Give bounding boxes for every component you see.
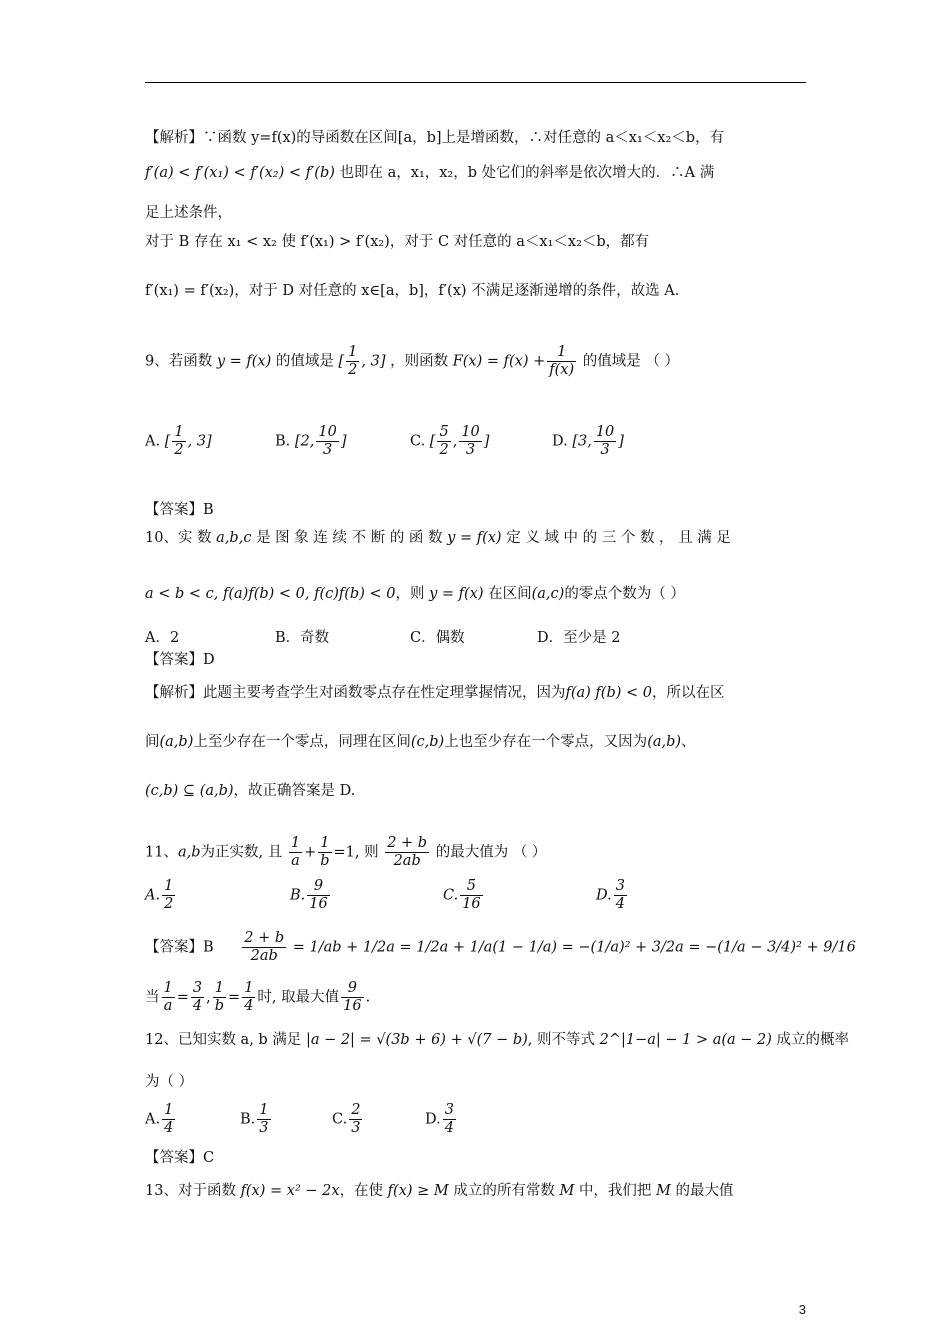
q12-option-c: C. $\frac{2}{3}$ xyxy=(332,1102,361,1136)
q9-text-b: 的值域是 xyxy=(275,353,334,370)
q9-fx: y = f(x) xyxy=(216,353,272,370)
q12-answer: 【答案】C xyxy=(145,1150,215,1166)
q9-text-d: 的值域是 xyxy=(582,353,641,370)
q11-stem: 11、a,b为正实数, 且 $\frac{1}{a}$ + $\frac{1}{b}$ =1, 则 $\frac{2 + b}{2ab}$ 的最大值为 （ ） xyxy=(145,835,547,869)
q11-when-line: 当 $\frac{1}{a}$ = $\frac{3}{4}$ , $\frac{1}{b}$ = $\frac{1}{4}$ 时, 取最大值 $\frac{9}{16}$ . xyxy=(145,980,371,1014)
q13-stem: 13、对于函数 f(x) = x² − 2x，在使 f(x) ≥ M 成立的所有常数 M 中，我们把 M 的最大值 xyxy=(145,1183,734,1199)
q9-text-c: ，则函数 xyxy=(390,353,449,370)
q9-stem xyxy=(145,344,679,379)
q10-explain-line1: 【解析】此题主要考查学生对函数零点存在性定理掌握情况，因为f(a) f(b) < 0，所以在区 xyxy=(145,685,725,701)
explain8-line2-text: 也即在 a，x₁，x₂，b 处它们的斜率是依次增大的．∴A 满 xyxy=(339,165,715,181)
q9-option-c: C. [ $\frac{5}{2}$ , $\frac{10}{3}$ ] xyxy=(410,424,490,458)
q9-answer: 【答案】B xyxy=(145,502,214,518)
q12-option-d: D. $\frac{3}{4}$ xyxy=(425,1102,454,1136)
explain8-line3: 足上述条件， xyxy=(145,205,232,221)
q10-option-b: B．奇数 xyxy=(275,630,330,646)
explain8-line4: 对于 B 存在 x₁ < x₂ 使 f′(x₁) > f′(x₂)，对于 C 对任意的 a＜x₁＜x₂＜b，都有 xyxy=(145,234,650,250)
q10-option-c: C．偶数 xyxy=(410,630,465,646)
derivative-inequality: f′(a) < f′(x₁) < f′(x₂) < f′(b) xyxy=(145,165,335,181)
q11-option-d: D. $\frac{3}{4}$ xyxy=(596,878,625,912)
q9-range-left: [ xyxy=(338,353,345,370)
q11-option-b: B. $\frac{9}{16}$ xyxy=(290,878,328,912)
q9-paren: （ ） xyxy=(645,353,679,370)
q9-Fx: F(x) = f(x) + xyxy=(452,353,546,370)
page-number: 3 xyxy=(798,1302,806,1317)
q11-derivation: = 1/ab + 1/2a = 1/2a + 1/a(1 − 1/a) = −(1/a)² + 3/2a = −(1/a − 3/4)² + 9/16 xyxy=(292,939,856,956)
header-rule xyxy=(145,82,806,83)
q9-option-b: B. [2, $\frac{10}{3}$ ] xyxy=(275,424,347,458)
q9-option-a: A. [ $\frac{1}{2}$ , 3] xyxy=(145,424,212,458)
q9-F-frac: $\frac{1}{f(x)}$ xyxy=(549,344,575,378)
q10-option-a: A．2 xyxy=(145,630,180,646)
q9-option-d: D. [3, $\frac{10}{3}$ ] xyxy=(552,424,624,458)
q12-stem: 12、已知实数 a, b 满足 |a − 2| = √(3b + 6) + √(7 − b), 则不等式 2^|1−a| − 1 > a(a − 2) 成立的概率 xyxy=(145,1032,850,1048)
q12-stem-line2: 为（ ） xyxy=(145,1074,194,1090)
explain8-line2 xyxy=(145,163,714,183)
explain8-line1: 【解析】∵函数 y=f(x)的导函数在区间[a，b]上是增函数，∴对任意的 a＜x₁＜x₂＜b，有 xyxy=(145,130,725,146)
q11-option-c: C. $\frac{5}{16}$ xyxy=(443,878,481,912)
q10-explain-line2: 间(a,b)上至少存在一个零点，同理在区间(c,b)上也至少存在一个零点，又因为(a,b)、 xyxy=(145,734,696,750)
q11-option-a: A. $\frac{1}{2}$ xyxy=(145,878,174,912)
q10-option-d: D．至少是 2 xyxy=(537,630,621,646)
q11-answer-line: 【答案】B $\frac{2 + b}{2ab}$ = 1/ab + 1/2a = 1/2a + 1/a(1 − 1/a) = −(1/a)² + 3/2a = −(1/a − 3/4)² + 9/16 xyxy=(145,930,856,964)
q9-text-a: 9、若函数 xyxy=(145,353,213,370)
q10-answer: 【答案】D xyxy=(145,652,215,668)
q10-explain-line3: (c,b) ⊆ (a,b)，故正确答案是 D. xyxy=(145,783,356,799)
q9-range-frac: $\frac{1}{2}$ xyxy=(348,344,358,378)
q12-option-b: B. $\frac{1}{3}$ xyxy=(240,1102,269,1136)
q10-stem-line1: 10、实 数 a,b,c 是 图 象 连 续 不 断 的 函 数 y = f(x) 定 义 域 中 的 三 个 数 ， 且 满 足 xyxy=(145,530,731,546)
q12-option-a: A. $\frac{1}{4}$ xyxy=(145,1102,174,1136)
explain8-line5: f′(x₁) = f′(x₂)，对于 D 对任意的 x∈[a，b]，f′(x) 不满足逐渐递增的条件，故选 A. xyxy=(145,283,680,299)
q9-range-right: , 3] xyxy=(361,353,386,370)
q10-stem-line2: a < b < c, f(a)f(b) < 0, f(c)f(b) < 0，则 y = f(x) 在区间(a,c)的零点个数为（ ） xyxy=(145,586,685,602)
